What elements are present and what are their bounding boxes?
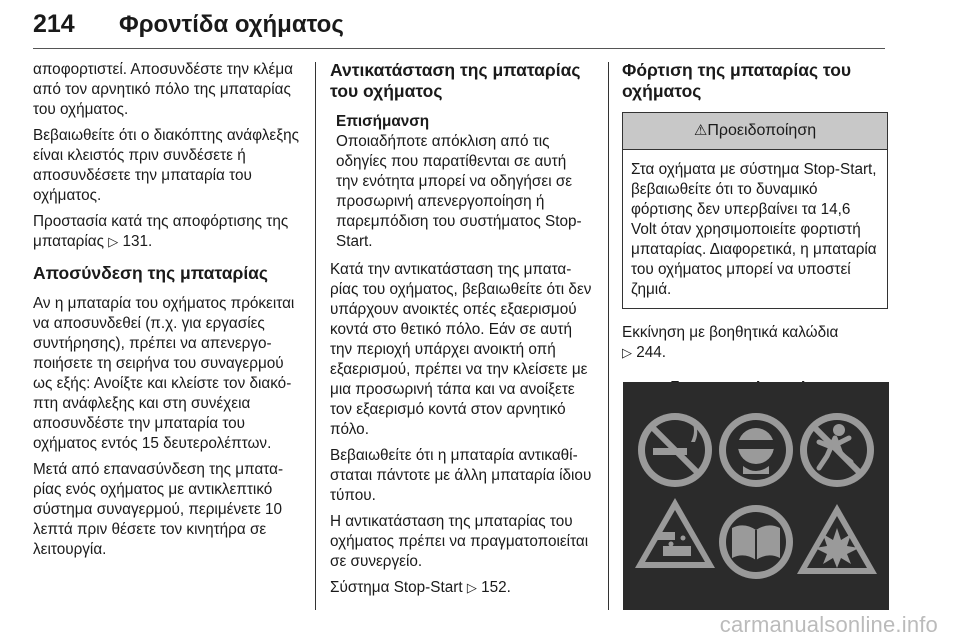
paragraph-with-reference [330,578,592,599]
reference-arrow-icon: ▷ [622,346,632,361]
page-reference-link[interactable]: 152. [481,579,511,596]
paragraph: Η αντικατάσταση της μπαταρίας του οχήματος πρέπει να πραγματοποιείται σε συνεργείο. [330,513,589,570]
column-left [33,60,303,566]
paragraph: Κατά την αντικατάσταση της μπαταρίας του οχήματος, βεβαιωθείτε ότι δεν υπάρχουν ανοικτές οπές εξαερισμού κοντά στο θετικό πόλο. Εάν σε αυτή την περιοχή υπάρχει ανοικτή οπή εξαερισμού, πρέπει να την κλείσετε με μια προσωρινή τάπα και να ανοίξετε τον εξαερισμό κοντά στον αρνητικό πόλο. [330,261,592,438]
note-text: Οποιαδήποτε απόκλιση από τις οδηγίες που παρατίθενται σε αυτή την ενότητα μπορεί να οδηγήσει σε προσωρινή απενεργοποίηση ή παρεμπόδιση του συστήματος Stop-Start. [336,133,582,250]
paragraph: Βεβαιωθείτε ότι η μπαταρία αντικαθίσταται πάντοτε με άλλη μπαταρία ίδιου τύπου. [330,447,592,504]
reference-arrow-icon: ▷ [108,235,119,250]
warning-title: Προειδοποίηση [707,122,817,139]
paragraph: Βεβαιωθείτε ότι ο διακόπτης ανάφλεξης είναι κλειστός πριν συνδέσετε ή αποσυνδέσετε την μπαταρία του οχήματος. [33,127,299,204]
page-reference-link[interactable]: 131. [122,233,153,250]
watermark: carmanualsonline.info [719,612,938,637]
warning-text: Στα οχήματα με σύστημα Stop-Start, βεβαιωθείτε ότι το δυναμικό φόρτισης δεν υπερβαίνει τα 14,6 Volt όταν χρησιμοποιείτε φορτιστή μπαταρίας. Διαφορετικά, η μπαταρία του οχήματος μπορεί να υποστεί ζημιά. [631,161,877,298]
paragraph-text: Προστασία κατά της αποφόρτισης της μπαταρίας [33,213,289,250]
read-instructions-book-icon [719,505,793,579]
warning-header [623,113,887,150]
column-middle [330,60,592,605]
warning-box [622,112,888,309]
page-number: 214 [33,10,75,38]
keep-children-away-icon [800,413,874,487]
paragraph-with-reference [622,323,888,364]
paragraph-text: Εκκίνηση με βοηθητικά καλώδια [622,324,839,341]
reference-arrow-icon: ▷ [466,581,477,596]
page-reference-link[interactable]: 244. [636,344,667,361]
section-heading: Φόρτιση της μπαταρίας του οχήματος [622,60,852,101]
column-divider [315,62,316,610]
page-header [33,8,885,48]
note-block [336,112,592,252]
battery-warning-label-image [623,382,889,610]
warning-triangle-icon: ⚠ [693,121,708,139]
paragraph-with-reference [33,212,303,253]
note-title: Επισήμανση [336,113,430,130]
section-heading: Αποσύνδεση της μπαταρίας [33,263,269,283]
paragraph: αποφορτιστεί. Αποσυνδέστε την κλέμα από τον αρνητικό πόλο της μπαταρίας του οχήματος. [33,61,294,118]
column-right [622,60,888,409]
section-heading: Αντικατάσταση της μπαταρίας του οχήματος [330,60,581,101]
paragraph: Μετά από επανασύνδεση της μπαταρίας ενός οχήματος με αντικλεπτικό σύστημα συναγερμού, περιμένετε 10 λεπτά πριν θέσετε τον κινητήρα σε λειτουργία. [33,461,284,558]
header-rule [33,48,885,49]
chapter-title: Φροντίδα οχήματος [119,11,344,38]
eye-protection-icon [719,413,793,487]
paragraph-text: Σύστημα Stop-Start [330,579,463,596]
paragraph: Αν η μπαταρία του οχήματος πρόκειται να αποσυνδεθεί (π.χ. για εργασίες συντήρησης), πρέπει να απενεργοποιήσετε τη σειρήνα του συναγερμού ως εξής: Ανοίξτε και κλείστε τον διακόπτη ανάφλεξης και στη συνέχεια αποσυνδέστε την μπαταρία του οχήματος εντός 15 δευτερολέπτων. [33,295,295,452]
column-divider [608,62,609,610]
no-smoking-no-flame-icon [638,413,712,487]
